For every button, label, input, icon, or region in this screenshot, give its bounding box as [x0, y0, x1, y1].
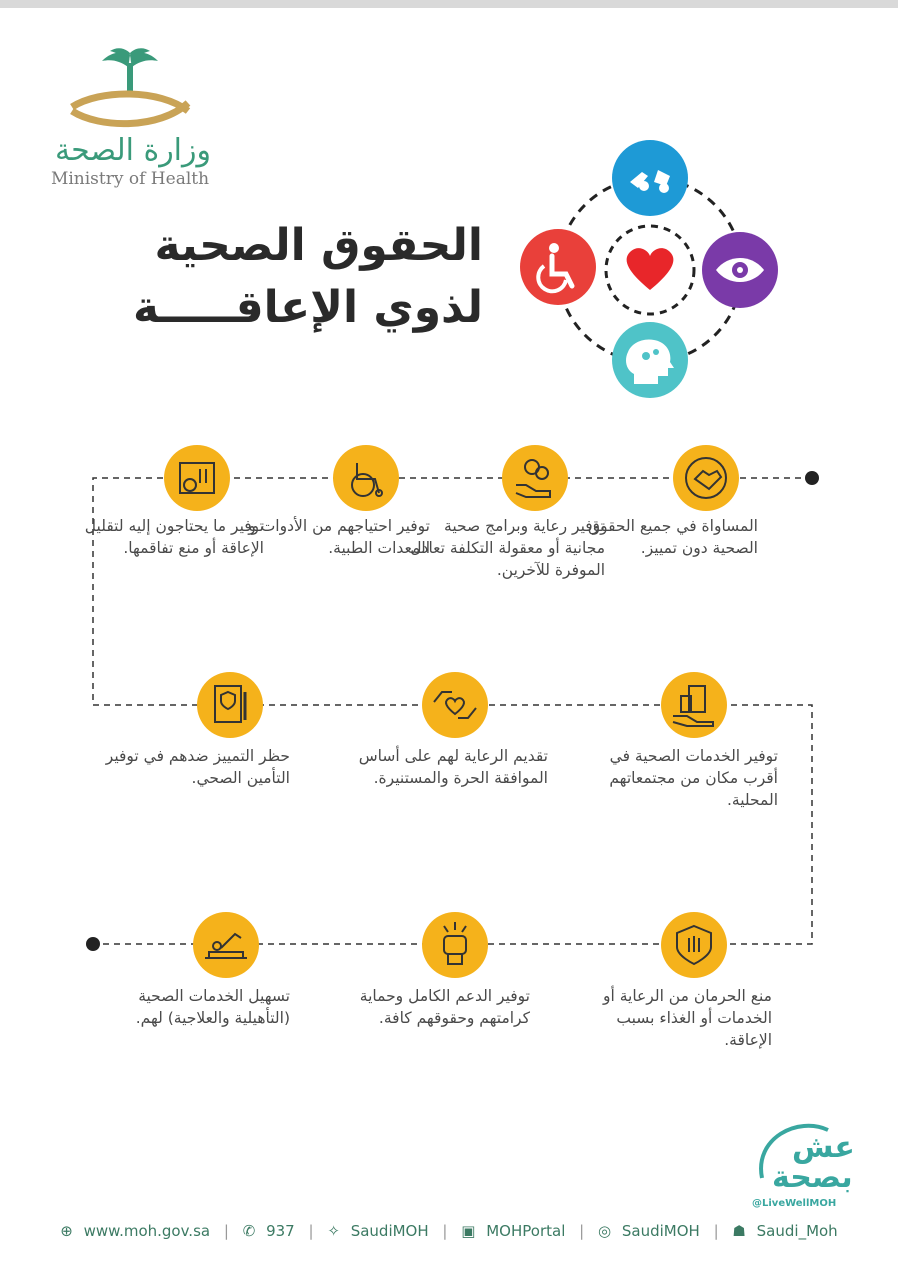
- phone-icon: ✆: [242, 1222, 256, 1240]
- live-well-badge: [748, 1118, 868, 1213]
- footer-separator: |: [713, 1222, 719, 1240]
- twitter-icon: ✧: [327, 1222, 340, 1240]
- footer-instagram[interactable]: ◎ SaudiMOH: [597, 1222, 700, 1240]
- rehab-icon: [164, 445, 230, 511]
- wheelchair-icon: [333, 445, 399, 511]
- footer-website[interactable]: ⊕ www.moh.gov.sa: [60, 1222, 211, 1240]
- footer-separator: |: [579, 1222, 585, 1240]
- item-text-dignity: توفير الدعم الكامل وحماية كرامتهم وحقوقهم كافة.: [359, 987, 530, 1027]
- footer-separator: |: [308, 1222, 314, 1240]
- title-line-1: الحقوق الصحية: [154, 220, 483, 271]
- logo-arabic-name: وزارة الصحة: [55, 133, 211, 168]
- footer-phone[interactable]: ✆ 937: [242, 1222, 295, 1240]
- footer-twitter[interactable]: ✧ SaudiMOH: [327, 1222, 429, 1240]
- logo-english-name: Ministry of Health: [50, 169, 210, 189]
- handshake-heart-icon: [673, 445, 739, 511]
- item-text-insurance: حظر التمييز ضدهم في توفير التأمين الصحي.: [105, 747, 290, 787]
- badge-arabic-top: عش: [792, 1130, 855, 1165]
- item-text-free-care: توفير رعاية وبرامج صحية مجانية أو معقولة التكلفة تعادل الموفرة للآخرين.: [410, 517, 605, 579]
- instagram-icon: ◎: [597, 1222, 612, 1240]
- footer-youtube[interactable]: ▣ MOHPortal: [461, 1222, 566, 1240]
- hands-heart-icon: [422, 672, 488, 738]
- title-line-2: لذوي الإعاقـــــة: [132, 282, 483, 333]
- badge-handle: @LiveWellMOH: [752, 1198, 837, 1209]
- item-text-nearest-services: توفير الخدمات الصحية في أقرب مكان من مجتمعاتهم المحلية.: [609, 747, 778, 809]
- footer-snapchat[interactable]: ☗ Saudi_Moh: [732, 1222, 838, 1240]
- item-text-consent: تقديم الرعاية لهم على أساس الموافقة الحرة والمستنيرة.: [358, 747, 548, 787]
- building-hand-icon: [661, 672, 727, 738]
- youtube-icon: ▣: [461, 1222, 476, 1240]
- raised-fist-icon: [422, 912, 488, 978]
- item-text-equality: المساواة في جميع الحقوق الصحية دون تمييز.: [588, 517, 758, 557]
- item-text-equipment: توفير احتياجهم من الأدوات و المعدات الطبية.: [248, 517, 430, 557]
- snapchat-icon: ☗: [732, 1222, 746, 1240]
- flow-end-dot: [86, 937, 100, 951]
- footer-separator: |: [442, 1222, 448, 1240]
- badge-arabic-bottom: بصحة: [772, 1160, 853, 1195]
- footer-contacts: [0, 1222, 898, 1240]
- hand-coins-icon: [502, 445, 568, 511]
- item-text-reduce-disability: توفير ما يحتاجون إليه لتقليل الإعاقة أو منع تفاقمها.: [84, 517, 264, 557]
- flow-start-dot: [805, 471, 819, 485]
- stop-hand-icon: [661, 912, 727, 978]
- footer-separator: |: [223, 1222, 229, 1240]
- physiotherapy-icon: [193, 912, 259, 978]
- item-text-deprivation: منع الحرمان من الرعاية أو الخدمات أو الغذاء بسبب الإعاقة.: [602, 987, 772, 1049]
- globe-icon: ⊕: [60, 1222, 73, 1240]
- item-text-rehab: تسهيل الخدمات الصحية (التأهيلية والعلاجية) لهم.: [135, 987, 290, 1027]
- insurance-document-icon: [197, 672, 263, 738]
